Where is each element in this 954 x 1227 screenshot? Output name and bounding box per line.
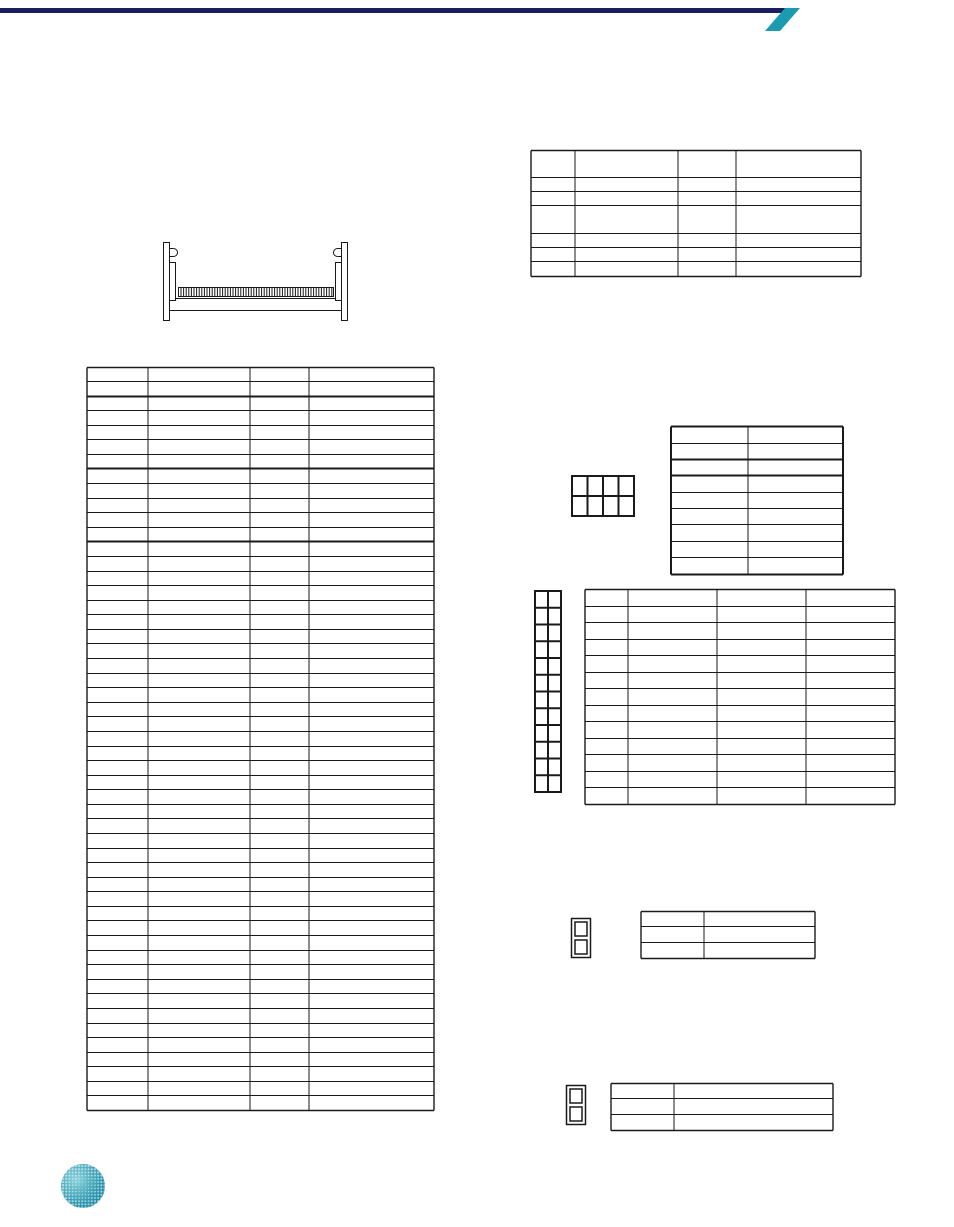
- logo-dot: [100, 1197, 103, 1200]
- pin-assignment-table-2col: [670, 425, 845, 576]
- logo-dot: [97, 1184, 99, 1186]
- logo-dot: [65, 1206, 68, 1209]
- logo-dot: [100, 1174, 102, 1176]
- logo-dot: [82, 1188, 83, 1189]
- logo-dot: [81, 1168, 83, 1170]
- logo-dot: [97, 1171, 99, 1173]
- logo-dot: [75, 1181, 76, 1182]
- logo-dot: [62, 1168, 65, 1171]
- logo-dot: [103, 1174, 106, 1177]
- logo-dot: [68, 1203, 71, 1206]
- logo-dot: [94, 1168, 96, 1170]
- logo-dot: [62, 1197, 65, 1200]
- logo-dot: [91, 1175, 93, 1177]
- logo-dot: [75, 1191, 76, 1192]
- logo-dot: [68, 1175, 70, 1177]
- logo-dot: [84, 1200, 86, 1202]
- logo-dot: [75, 1206, 78, 1209]
- logo-dot: [97, 1191, 99, 1193]
- logo-dot: [103, 1206, 106, 1209]
- logo-dot: [94, 1165, 97, 1168]
- logo-dot: [94, 1178, 96, 1180]
- logo-dot: [94, 1203, 97, 1206]
- logo-dot: [88, 1191, 89, 1192]
- globe-logo-icon: [60, 1163, 106, 1209]
- logo-dot: [97, 1203, 100, 1206]
- logo-dot: [81, 1203, 83, 1205]
- logo-dot: [85, 1178, 86, 1179]
- logo-dot: [91, 1206, 94, 1209]
- logo-dot: [94, 1191, 96, 1193]
- logo-dot: [78, 1165, 80, 1167]
- logo-dot: [62, 1178, 64, 1180]
- logo-dot: [88, 1188, 89, 1189]
- logo-dot: [84, 1168, 86, 1170]
- logo-dot: [85, 1175, 87, 1177]
- logo-dot: [91, 1197, 93, 1199]
- logo-dot: [78, 1200, 80, 1202]
- logo-dot: [91, 1165, 93, 1167]
- pin-assignment-table-main: [86, 366, 436, 1112]
- logo-dot: [100, 1165, 103, 1168]
- logo-dot: [78, 1171, 80, 1173]
- logo-dot: [82, 1185, 83, 1186]
- logo-dot: [94, 1184, 96, 1186]
- logo-dot: [91, 1181, 93, 1183]
- logo-dot: [71, 1203, 73, 1205]
- logo-dot: [103, 1184, 105, 1186]
- logo-dot: [78, 1168, 80, 1170]
- logo-dot: [82, 1191, 83, 1192]
- logo-dot: [103, 1168, 106, 1171]
- logo-dot: [85, 1194, 86, 1195]
- logo-dot: [94, 1200, 96, 1202]
- logo-dot: [62, 1190, 64, 1192]
- logo-dot: [68, 1206, 71, 1209]
- logo-dot: [72, 1197, 74, 1199]
- logo-dot: [100, 1181, 102, 1183]
- logo-dot: [75, 1171, 77, 1173]
- logo-dot: [71, 1168, 73, 1170]
- logo-dot: [84, 1171, 86, 1173]
- logo-dot: [87, 1203, 89, 1205]
- logo-dot: [85, 1188, 86, 1189]
- pin-header-1x2-icon: [570, 917, 592, 959]
- logo-dot: [94, 1197, 96, 1199]
- pin-header-2x12-icon: [533, 588, 563, 796]
- logo-dot: [84, 1206, 86, 1208]
- logo-dot: [78, 1181, 79, 1182]
- logo-dot: [65, 1181, 67, 1183]
- logo-dot: [61, 1206, 64, 1209]
- logo-dot: [94, 1175, 96, 1177]
- logo-dot: [94, 1194, 96, 1196]
- logo-dot: [94, 1181, 96, 1183]
- logo-dot: [88, 1175, 90, 1177]
- logo-dot: [103, 1190, 106, 1193]
- logo-dot: [88, 1185, 89, 1186]
- logo-dot: [62, 1171, 65, 1174]
- logo-dot: [91, 1168, 93, 1170]
- logo-dot: [68, 1168, 70, 1170]
- logo-dot: [62, 1181, 64, 1183]
- logo-dot: [91, 1200, 93, 1202]
- logo-dot: [100, 1200, 103, 1203]
- logo-dot: [68, 1191, 70, 1193]
- logo-dot: [85, 1181, 86, 1182]
- logo-dot: [72, 1184, 74, 1186]
- logo-dot: [97, 1181, 99, 1183]
- logo-dot: [61, 1164, 64, 1167]
- logo-dot: [65, 1168, 68, 1171]
- logo-dot: [68, 1171, 70, 1173]
- logo-dot: [100, 1171, 103, 1174]
- logo-dot: [88, 1181, 89, 1182]
- logo-dot: [100, 1203, 103, 1206]
- logo-dot: [68, 1194, 70, 1196]
- logo-dot: [82, 1181, 83, 1182]
- logo-dot: [71, 1165, 74, 1168]
- logo-dot: [81, 1165, 83, 1167]
- logo-dot: [75, 1178, 77, 1180]
- logo-dot: [78, 1175, 80, 1177]
- logo-dot: [103, 1171, 106, 1174]
- logo-dot: [91, 1191, 93, 1193]
- logo-dot: [97, 1178, 99, 1180]
- logo-dot: [62, 1174, 65, 1177]
- logo-dot: [72, 1175, 74, 1177]
- logo-dot: [103, 1178, 106, 1181]
- logo-dot: [100, 1168, 103, 1171]
- logo-dot: [75, 1188, 76, 1189]
- logo-dot: [97, 1187, 99, 1189]
- logo-dot: [72, 1178, 74, 1180]
- logo-dot: [62, 1200, 65, 1203]
- logo-dot: [78, 1194, 80, 1196]
- logo-dot: [91, 1194, 93, 1196]
- logo-dot: [65, 1187, 67, 1189]
- pin-assignment-table-large: [584, 588, 897, 806]
- logo-dot: [75, 1194, 77, 1196]
- so-dimm-socket-icon: [160, 240, 352, 324]
- logo-dot: [75, 1168, 77, 1170]
- logo-dot: [97, 1200, 99, 1202]
- logo-dot: [100, 1178, 102, 1180]
- logo-dot: [103, 1194, 106, 1197]
- logo-dot: [81, 1171, 83, 1173]
- logo-dot: [103, 1187, 105, 1189]
- logo-dot: [84, 1203, 86, 1205]
- logo-dot: [75, 1200, 77, 1202]
- logo-dot: [75, 1175, 77, 1177]
- logo-dot: [97, 1197, 99, 1199]
- logo-dot: [65, 1178, 67, 1180]
- logo-dot: [62, 1184, 64, 1186]
- logo-dot: [88, 1200, 90, 1202]
- pin-header-1x2-icon: [565, 1084, 587, 1126]
- logo-dot: [72, 1171, 74, 1173]
- logo-dot: [62, 1187, 64, 1189]
- logo-dot: [85, 1191, 86, 1192]
- logo-dot: [78, 1206, 81, 1209]
- logo-dot: [75, 1165, 77, 1167]
- logo-dot: [72, 1200, 74, 1202]
- header-rule: [0, 0, 954, 32]
- logo-dot: [68, 1181, 70, 1183]
- jumper-table-a: [640, 910, 817, 960]
- logo-dot: [65, 1165, 68, 1168]
- logo-dot: [65, 1200, 68, 1203]
- logo-dot: [68, 1197, 70, 1199]
- logo-dot: [78, 1178, 79, 1179]
- logo-dot: [87, 1165, 89, 1167]
- logo-dot: [88, 1168, 90, 1170]
- logo-dot: [68, 1184, 70, 1186]
- logo-dot: [75, 1203, 77, 1205]
- jumper-table-b: [610, 1082, 835, 1132]
- logo-dot: [68, 1187, 70, 1189]
- logo-dot: [78, 1191, 79, 1192]
- logo-dot: [68, 1165, 71, 1168]
- logo-dot: [71, 1206, 74, 1209]
- logo-dot: [100, 1194, 102, 1196]
- logo-dot: [91, 1203, 93, 1205]
- logo-dot: [87, 1206, 90, 1209]
- logo-dot: [97, 1175, 99, 1177]
- logo-dot: [65, 1203, 68, 1206]
- logo-dot: [72, 1194, 74, 1196]
- logo-dot: [62, 1194, 64, 1196]
- logo-dot: [78, 1188, 79, 1189]
- pin-assignment-table-top-right: [530, 149, 863, 278]
- logo-dot: [97, 1206, 100, 1209]
- logo-dot: [65, 1191, 67, 1193]
- logo-dot: [100, 1190, 102, 1192]
- logo-dot: [91, 1188, 92, 1189]
- logo-dot: [91, 1184, 92, 1185]
- logo-dot: [103, 1200, 106, 1203]
- logo-dot: [65, 1197, 67, 1199]
- logo-dot: [65, 1184, 67, 1186]
- logo-dot: [88, 1197, 90, 1199]
- logo-dot: [65, 1171, 67, 1173]
- logo-dot: [94, 1206, 97, 1209]
- logo-dot: [65, 1194, 67, 1196]
- logo-dot: [97, 1194, 99, 1196]
- logo-dot: [85, 1197, 87, 1199]
- logo-dot: [65, 1174, 67, 1176]
- logo-dot: [75, 1185, 76, 1186]
- logo-dot: [88, 1194, 90, 1196]
- logo-dot: [81, 1194, 82, 1195]
- logo-dot: [82, 1178, 83, 1179]
- logo-dot: [91, 1178, 93, 1180]
- logo-dot: [100, 1206, 103, 1209]
- logo-dot: [97, 1168, 100, 1171]
- logo-dot: [62, 1203, 65, 1206]
- logo-dot: [72, 1188, 74, 1190]
- logo-dot: [84, 1165, 86, 1167]
- logo-dot: [94, 1171, 96, 1173]
- logo-dot: [88, 1171, 90, 1173]
- logo-dot: [72, 1181, 74, 1183]
- logo-dot: [85, 1185, 86, 1186]
- logo-dot: [94, 1188, 96, 1190]
- logo-dot: [72, 1191, 74, 1193]
- logo-dot: [88, 1178, 89, 1179]
- logo-dot: [100, 1184, 102, 1186]
- logo-dot: [78, 1197, 80, 1199]
- logo-dot: [91, 1171, 93, 1173]
- logo-dot: [68, 1178, 70, 1180]
- logo-dot: [103, 1203, 106, 1206]
- logo-dot: [81, 1200, 83, 1202]
- logo-dot: [78, 1203, 80, 1205]
- logo-dot: [103, 1164, 106, 1167]
- logo-dot: [81, 1197, 83, 1199]
- pin-header-2x4-icon: [570, 474, 636, 518]
- logo-dot: [75, 1197, 77, 1199]
- logo-dot: [81, 1175, 83, 1177]
- logo-dot: [103, 1181, 106, 1184]
- logo-dot: [103, 1197, 106, 1200]
- logo-dot: [100, 1187, 102, 1189]
- logo-dot: [97, 1165, 100, 1168]
- logo-dot: [68, 1200, 70, 1202]
- logo-dot: [78, 1185, 79, 1186]
- logo-dot: [81, 1206, 83, 1208]
